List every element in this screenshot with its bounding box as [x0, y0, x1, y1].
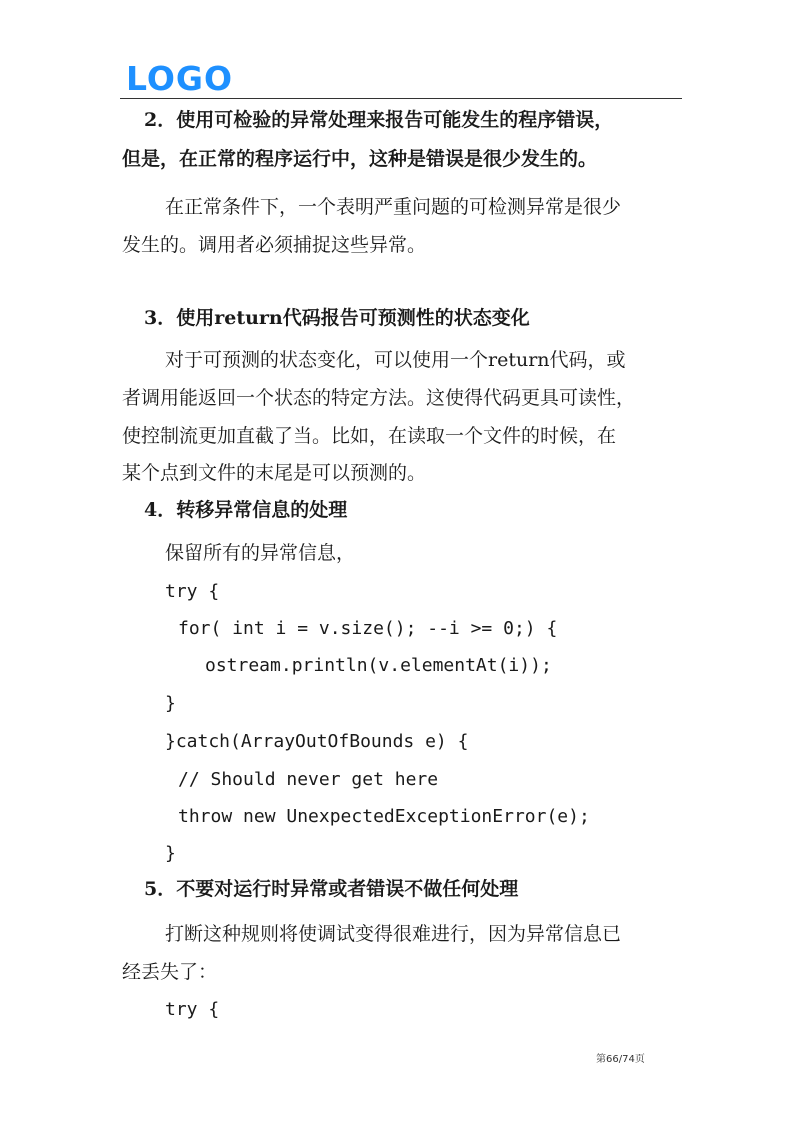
body-text-line: 对于可预测的状态变化，可以使用一个return代码，或 — [165, 349, 626, 371]
body-text-line: 者调用能返回一个状态的特定方法。这使得代码更具可读性， — [122, 387, 636, 409]
body-text-line: 发生的。调用者必须捕捉这些异常。 — [122, 234, 427, 256]
header-rule — [120, 98, 682, 99]
section-heading: 3．使用return代码报告可预测性的状态变化 — [144, 307, 530, 329]
code-line: try { — [165, 999, 220, 1020]
body-text-line: 使控制流更加直截了当。比如，在读取一个文件的时候，在 — [122, 425, 617, 447]
code-line: } — [165, 693, 176, 714]
section-heading: 4．转移异常信息的处理 — [144, 499, 348, 521]
code-line: // Should never get here — [178, 769, 439, 790]
body-text-line: 保留所有的异常信息， — [165, 542, 356, 564]
page-prefix: 第 — [596, 1054, 606, 1065]
code-line: } — [165, 843, 176, 864]
section-heading: 5．不要对运行时异常或者错误不做任何处理 — [144, 878, 519, 900]
code-line: ostream.println(v.elementAt(i)); — [205, 655, 552, 676]
page-sep: / — [618, 1054, 623, 1065]
code-line: throw new UnexpectedExceptionError(e); — [178, 806, 590, 827]
logo: LOGO — [126, 59, 234, 98]
page-suffix: 页 — [634, 1054, 645, 1065]
page-current: 66 — [606, 1054, 619, 1065]
page-total: 74 — [622, 1054, 635, 1065]
section-heading: 但是，在正常的程序运行中，这种是错误是很少发生的。 — [122, 148, 598, 170]
section-heading: 2．使用可检验的异常处理来报告可能发生的程序错误， — [144, 109, 614, 131]
body-text-line: 打断这种规则将使调试变得很难进行，因为异常信息已 — [165, 923, 622, 945]
page-number — [596, 1050, 645, 1065]
body-text-line: 在正常条件下，一个表明严重问题的可检测异常是很少 — [165, 196, 622, 218]
body-text-line: 某个点到文件的末尾是可以预测的。 — [122, 462, 427, 484]
code-line: try { — [165, 581, 220, 602]
code-line: }catch(ArrayOutOfBounds e) { — [165, 731, 469, 752]
code-line: for( int i = v.size(); --i >= 0;) { — [178, 618, 558, 639]
body-text-line: 经丢失了： — [122, 961, 218, 983]
